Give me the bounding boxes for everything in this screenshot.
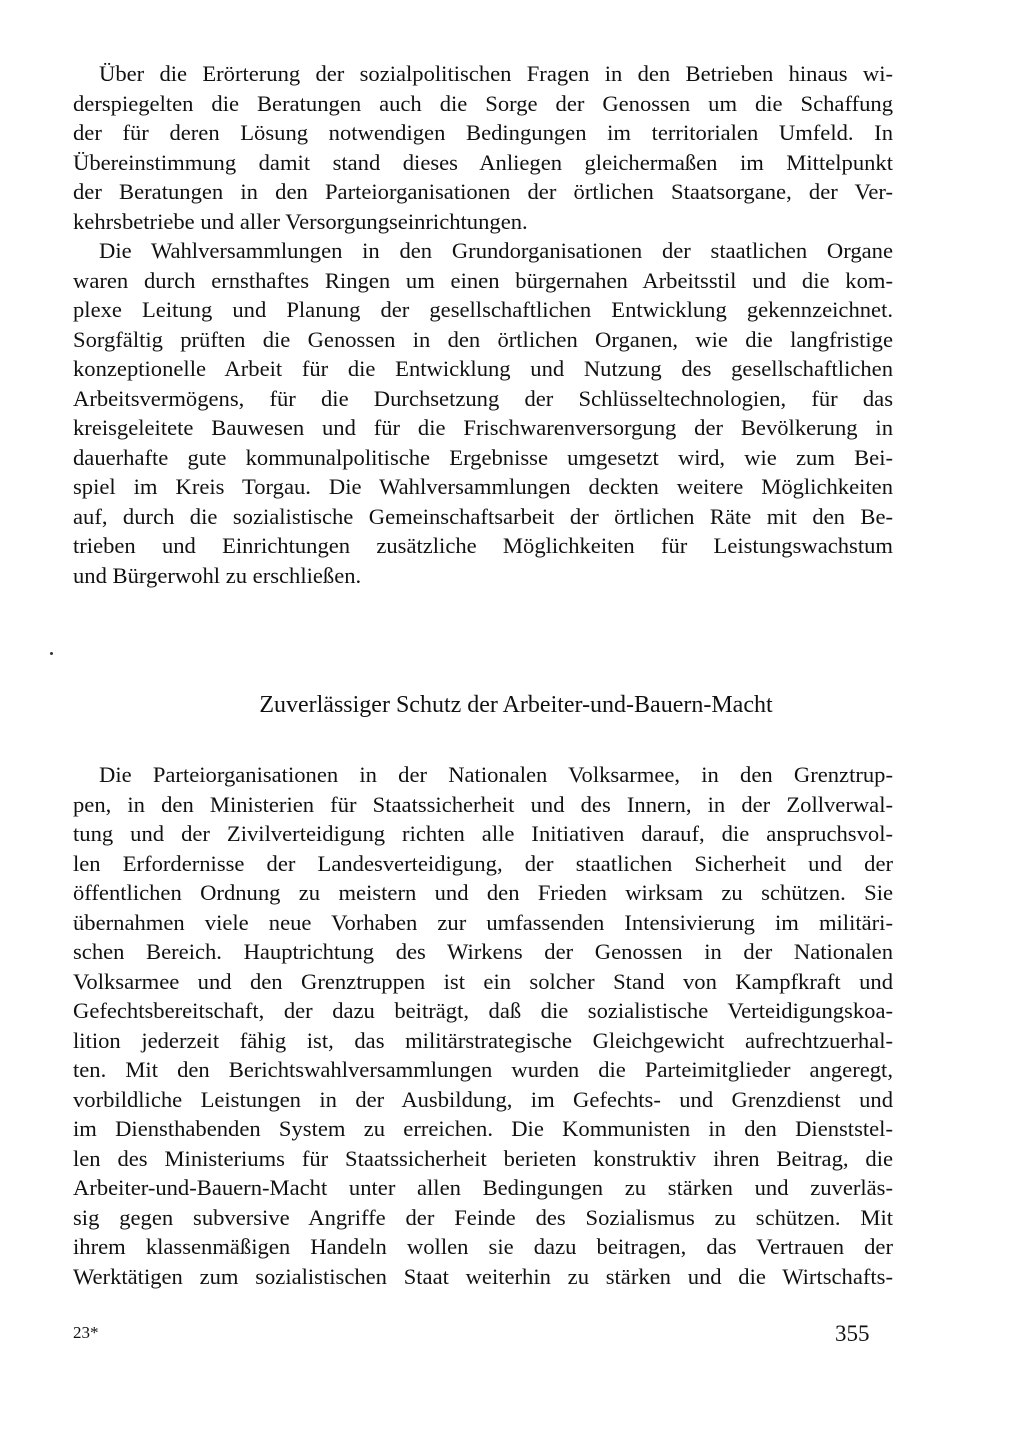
section-heading [0,690,1024,720]
text-line: Gefechtsbereitschaft, der dazu beiträgt, daß die sozialistische Verteidigungskoa- [73,998,893,1023]
text-line: kreisgeleitete Bauwesen und für die Frischwarenversorgung der Bevölkerung in [73,415,893,440]
text-line: lition jederzeit fähig ist, das militärstrategische Gleichgewicht aufrechtzuerhal- [73,1027,893,1053]
text-line: derspiegelten die Beratungen auch die Sorge der Genossen um die Schaffung [73,90,893,116]
text-line: len Erfordernisse der Landesverteidigung, der staatlichen Sicherheit und der [73,850,893,876]
text-line: Arbeiter-und-Bauern-Macht unter allen Bedingungen zu stärken und zuverläs- [73,1175,893,1200]
text-line: Die Parteiorganisationen in der Nationalen Volksarmee, in den Grenztrup- [99,762,893,787]
text-line: der für deren Lösung notwendigen Bedingungen im territorialen Umfeld. In [73,120,893,145]
text-line: Werktätigen zum sozialistischen Staat weiterhin zu stärken und die Wirtschafts- [73,1263,893,1289]
text-line: vorbildliche Leistungen in der Ausbildung, im Gefechts- und Grenzdienst und [73,1086,893,1112]
text-line: plexe Leitung und Planung der gesellschaftlichen Entwicklung gekennzeichnet. [73,297,893,322]
text-line: dauerhafte gute kommunalpolitische Ergebnisse umgesetzt wird, wie zum Bei- [73,444,893,470]
printer-signature-mark: 23* [73,1323,99,1342]
text-line: trieben und Einrichtungen zusätzliche Möglichkeiten für Leistungswachstum [73,533,893,558]
text-line: tung und der Zivilverteidigung richten alle Initiativen darauf, die anspruchsvol- [73,821,893,846]
text-line: Die Wahlversammlungen in den Grundorganisationen der staatlichen Organe [99,238,893,263]
text-line: und Bürgerwohl zu erschließen. [73,562,362,588]
section-social-policy [73,59,893,590]
text-line: auf, durch die sozialistische Gemeinschaftsarbeit der örtlichen Räte mit den Be- [73,503,893,529]
text-line: sig gegen subversive Angriffe der Feinde des Sozialismus zu schützen. Mit [73,1204,893,1230]
stray-mark [50,652,53,655]
text-line: ten. Mit den Berichtswahlversammlungen wurden die Parteimitglieder angeregt, [73,1057,893,1082]
section-heading-text: Zuverlässiger Schutz der Arbeiter-und-Bauern-Macht [259,692,773,718]
text-line: der Beratungen in den Parteiorganisationen der örtlichen Staatsorgane, der Ver- [73,179,893,204]
text-line: Sorgfältig prüften die Genossen in den örtlichen Organen, wie die langfristige [73,326,893,352]
text-line: öffentlichen Ordnung zu meistern und den Frieden wirksam zu schützen. Sie [73,880,893,905]
text-line: schen Bereich. Hauptrichtung des Wirkens der Genossen in der Nationalen [73,939,893,964]
text-line: pen, in den Ministerien für Staatssicherheit und des Innern, in der Zollverwal- [73,791,893,817]
text-line: Arbeitsvermögens, für die Durchsetzung der Schlüsseltechnologien, für das [73,385,893,411]
text-line: im Diensthabenden System zu erreichen. Die Kommunisten in den Dienststel- [73,1116,893,1141]
text-line: waren durch ernsthaftes Ringen um einen bürgernahen Arbeitsstil und die kom- [73,267,893,293]
text-line: len des Ministeriums für Staatssicherheit berieten konstruktiv ihren Beitrag, die [73,1145,893,1171]
text-line: kehrsbetriebe und aller Versorgungseinrichtungen. [73,208,528,234]
text-line: übernahmen viele neue Vorhaben zur umfassenden Intensivierung im militäri- [73,909,893,935]
text-line: Über die Erörterung der sozialpolitischen Fragen in den Betrieben hinaus wi- [99,61,893,86]
page-number: 355 [835,1321,870,1346]
section-defense [73,760,893,1291]
text-line: ihrem klassenmäßigen Handeln wollen sie dazu beitragen, das Vertrauen der [73,1234,893,1259]
text-line: Volksarmee und den Grenztruppen ist ein solcher Stand von Kampfkraft und [73,968,893,994]
text-line: konzeptionelle Arbeit für die Entwicklung und Nutzung des gesellschaftlichen [73,356,893,381]
text-line: Übereinstimmung damit stand dieses Anliegen gleichermaßen im Mittelpunkt [73,149,893,175]
text-line: spiel im Kreis Torgau. Die Wahlversammlungen deckten weitere Möglichkeiten [73,474,893,499]
